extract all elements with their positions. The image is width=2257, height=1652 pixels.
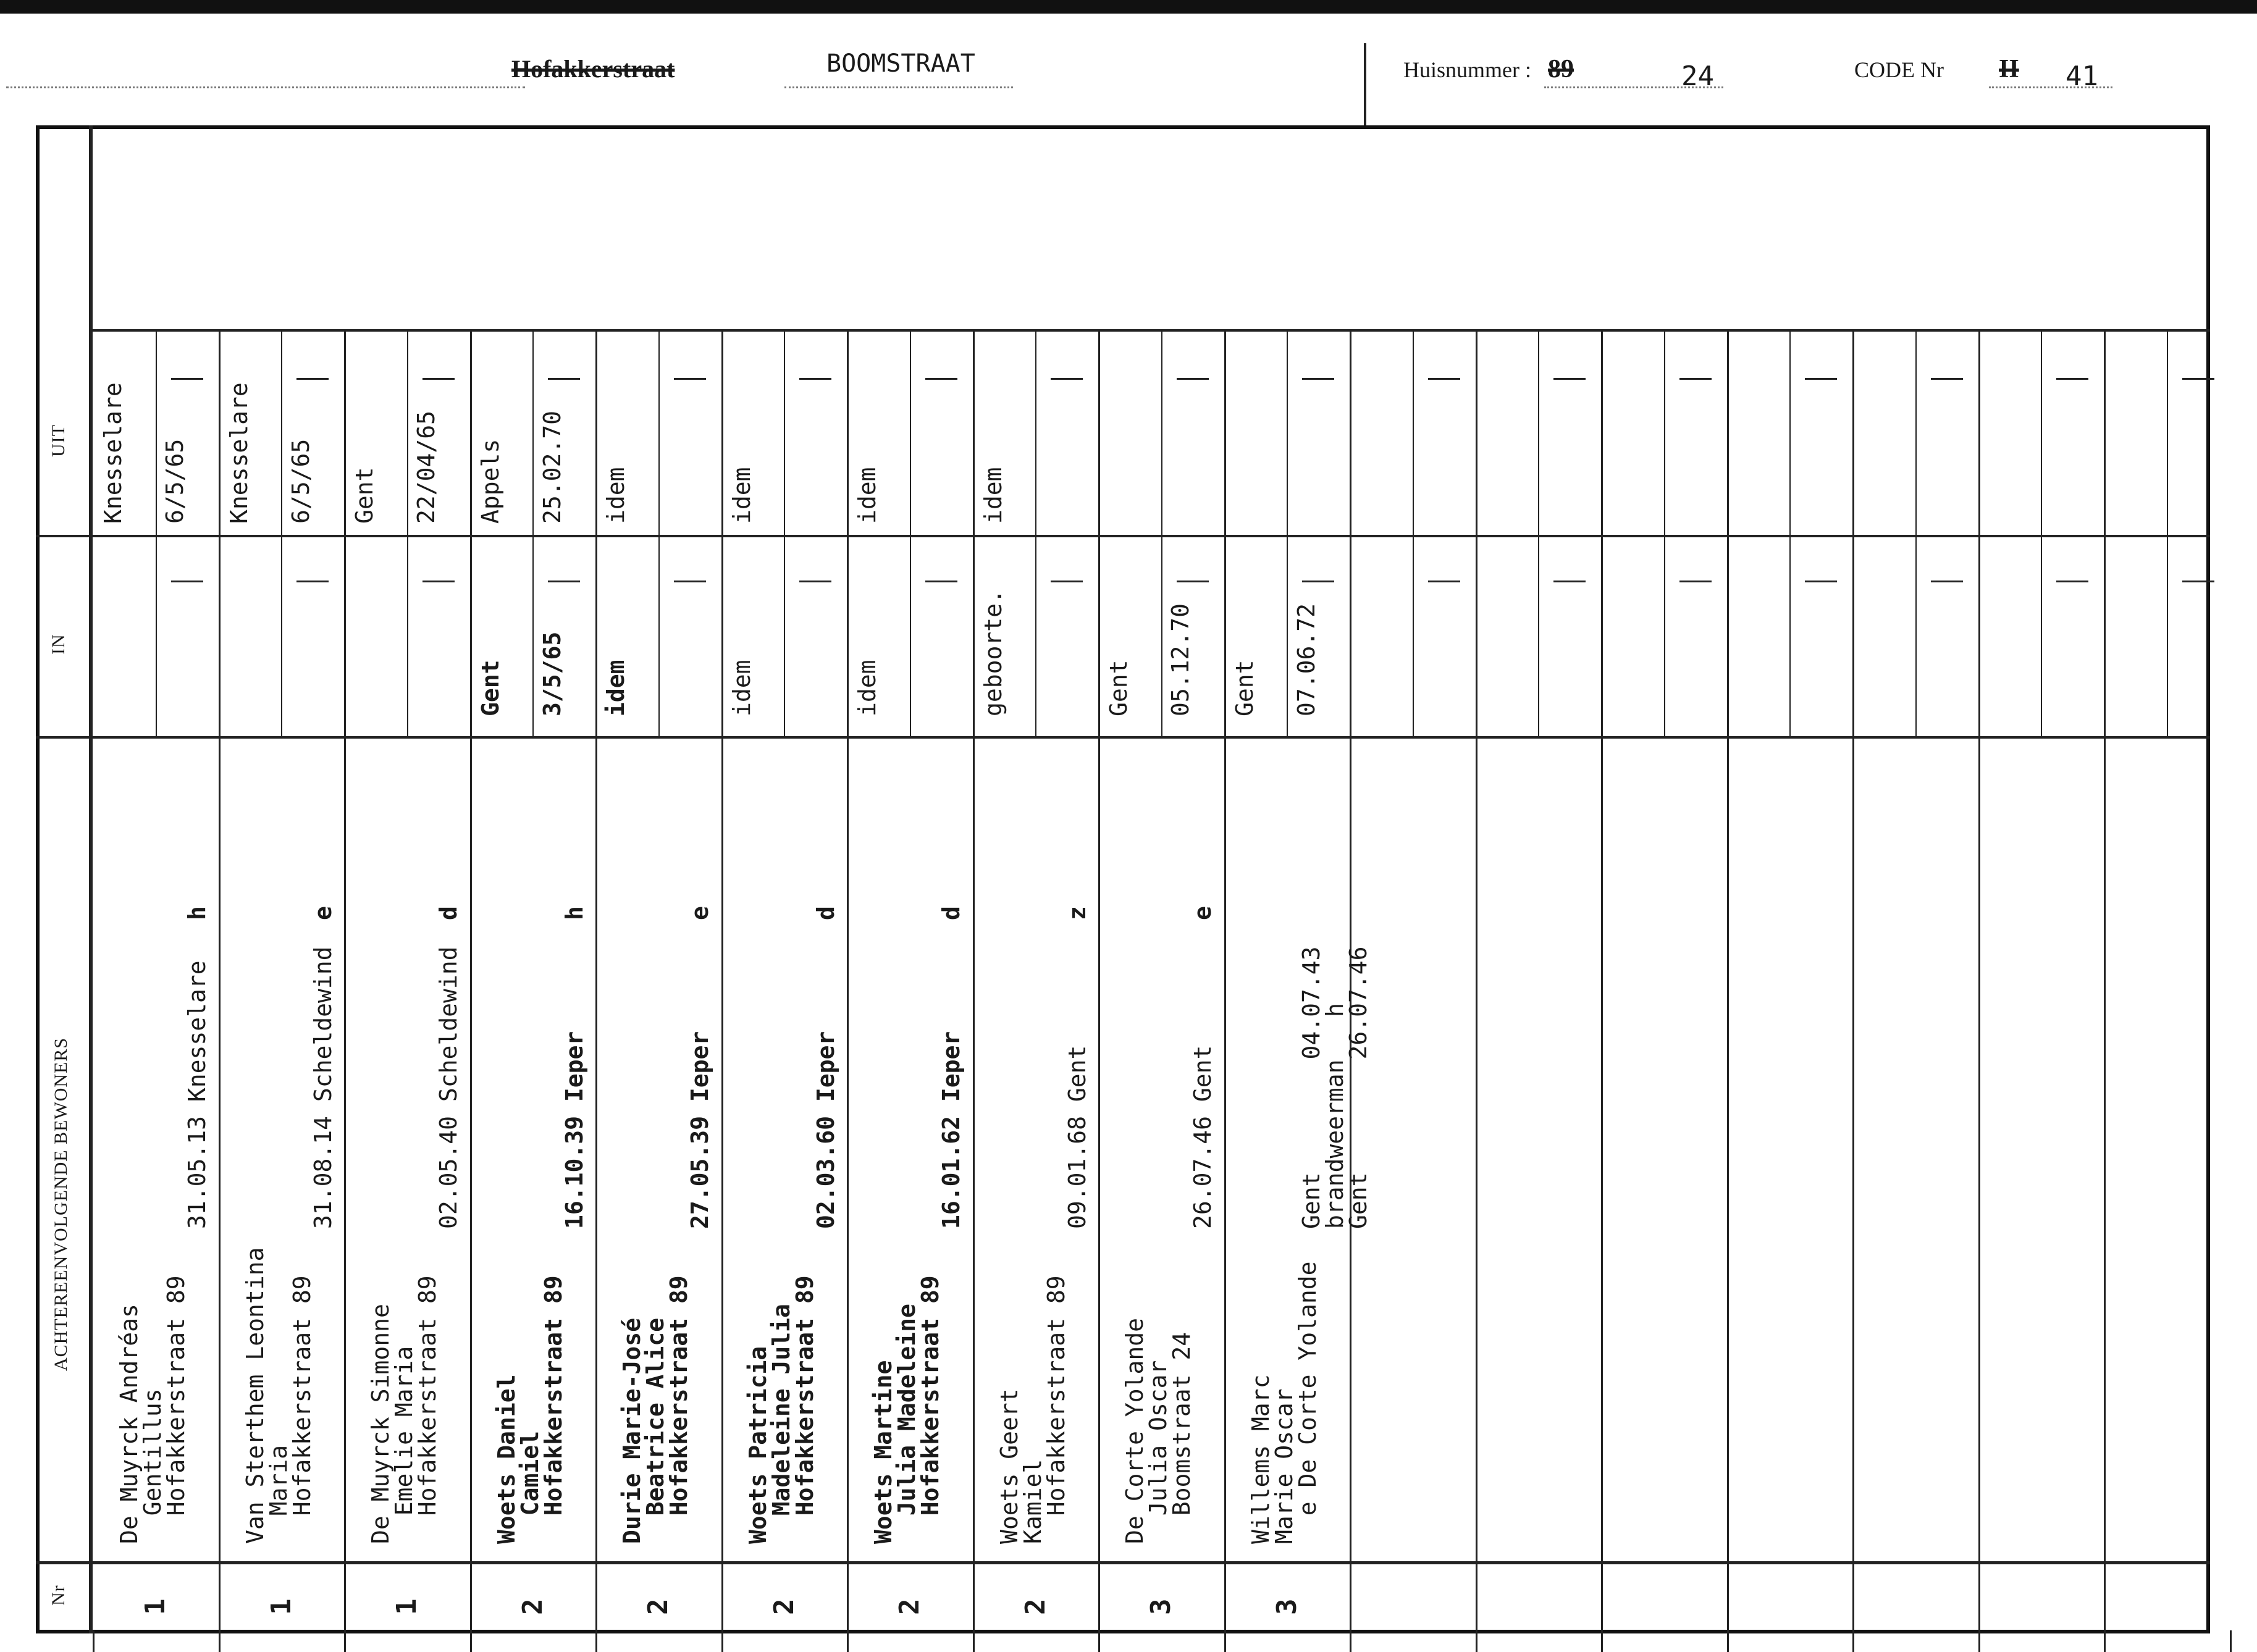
- in-place: geboorte.: [979, 589, 1007, 716]
- row-number: 1: [391, 1598, 422, 1615]
- in-place: Gent: [476, 660, 504, 716]
- bottom-tick: [1098, 1630, 1100, 1652]
- bottom-tick: [470, 1630, 472, 1652]
- column-divider: [1978, 332, 1980, 1632]
- uit-in-divider: [36, 535, 2210, 537]
- column-divider: [470, 332, 472, 1632]
- column-divider: [1727, 332, 1729, 1632]
- empty-cell-dash: [422, 378, 455, 380]
- empty-cell-dash: [799, 581, 831, 582]
- resident-name: Willems Marc Marie Oscar e De Corte Yolande: [1246, 1261, 1321, 1544]
- birth-info: 02.05.40 Scheldewind: [435, 946, 462, 1229]
- column-divider: [1601, 332, 1603, 1632]
- in-place: idem: [728, 660, 755, 716]
- resident-name: Woets Geert Kamiel Hofakkerstraat 89: [995, 1275, 1070, 1544]
- column-divider: [2104, 332, 2106, 1632]
- empty-cell-dash: [1302, 378, 1334, 380]
- dotted-leader: [1989, 86, 2112, 88]
- empty-cell-dash: [799, 378, 831, 380]
- subcolumn-divider: [281, 332, 282, 736]
- empty-cell-dash: [296, 581, 329, 582]
- empty-cell-dash: [1553, 581, 1586, 582]
- column-divider: [1852, 332, 1854, 1632]
- birth-info: 31.08.14 Scheldewind: [309, 946, 337, 1229]
- household-code: d: [812, 906, 839, 920]
- bottom-tick: [2104, 1630, 2106, 1652]
- in-column-title: IN: [48, 634, 69, 655]
- empty-cell-dash: [296, 378, 329, 380]
- in-date: 05.12.70: [1167, 603, 1194, 716]
- empty-cell-dash: [1051, 581, 1083, 582]
- bottom-tick: [1978, 1630, 1980, 1652]
- empty-cell-dash: [925, 378, 957, 380]
- empty-cell-dash: [674, 378, 706, 380]
- birth-info: 26.07.46 Gent: [1189, 1045, 1216, 1229]
- empty-cell-dash: [925, 581, 957, 582]
- huisnummer-label: Huisnummer :: [1403, 57, 1531, 82]
- column-divider: [847, 332, 849, 1632]
- street-name-struck: Hofakkerstraat: [511, 55, 675, 83]
- uit-place: idem: [854, 467, 881, 524]
- empty-cell-dash: [171, 581, 203, 582]
- subcolumn-divider: [1287, 332, 1288, 736]
- in-place: idem: [854, 660, 881, 716]
- bewoners-nr-divider: [36, 1561, 2210, 1564]
- subcolumn-divider: [784, 332, 785, 736]
- in-place: Gent: [1105, 660, 1132, 716]
- bottom-tick: [1350, 1630, 1351, 1652]
- column-divider: [1098, 332, 1100, 1632]
- birth-info: 02.03.60 Ieper: [812, 1031, 839, 1229]
- row-number: 1: [265, 1598, 297, 1615]
- uit-date: 6/5/65: [161, 438, 188, 524]
- bottom-tick: [93, 1630, 95, 1652]
- birth-info: 16.10.39 Ieper: [560, 1031, 588, 1229]
- uit-place: idem: [602, 467, 629, 524]
- uit-place: Appels: [476, 438, 504, 524]
- row-number: 2: [768, 1598, 800, 1615]
- street-name: BOOMSTRAAT: [826, 49, 975, 78]
- household-code: e: [1189, 906, 1216, 920]
- row-number: 3: [1145, 1598, 1177, 1615]
- bottom-ticks: [0, 1630, 2257, 1652]
- household-code: h: [560, 906, 588, 920]
- column-divider: [1476, 332, 1477, 1632]
- column-divider: [721, 332, 723, 1632]
- column-divider: [1224, 332, 1226, 1632]
- resident-name: De Corte Yolande Julia Oscar Boomstraat 24: [1121, 1317, 1195, 1544]
- empty-cell-dash: [548, 581, 580, 582]
- empty-cell-dash: [1428, 378, 1460, 380]
- row-number: 2: [516, 1598, 548, 1615]
- uit-date: 25.02.70: [538, 410, 566, 524]
- subcolumn-divider: [2041, 332, 2042, 736]
- subcolumn-divider: [1035, 332, 1036, 736]
- resident-name: Van Sterthem Leontina Maria Hofakkerstraat 89: [241, 1247, 316, 1544]
- uit-column-title: UIT: [48, 424, 69, 457]
- bottom-tick: [1476, 1630, 1477, 1652]
- nr-column-title: Nr: [48, 1585, 69, 1606]
- row-number: 2: [642, 1598, 674, 1615]
- empty-cell-dash: [1931, 581, 1963, 582]
- uit-place: idem: [728, 467, 755, 524]
- in-date: 07.06.72: [1292, 603, 1320, 716]
- code-label: CODE Nr: [1854, 57, 1944, 82]
- dotted-leader: [784, 86, 1013, 88]
- bottom-tick: [1852, 1630, 1854, 1652]
- resident-name: Durie Marie-José Beatrice Alice Hofakkerstraat 89: [618, 1275, 692, 1544]
- in-date: 3/5/65: [538, 631, 566, 716]
- bottom-tick: [219, 1630, 221, 1652]
- empty-cell-dash: [1428, 581, 1460, 582]
- subcolumn-divider: [1413, 332, 1414, 736]
- birth-info: 27.05.39 Ieper: [686, 1031, 713, 1229]
- birth-info: 31.05.13 Knesselare: [183, 960, 211, 1229]
- empty-cell-dash: [1177, 581, 1209, 582]
- resident-name: Woets Daniel Camiel Hofakkerstraat 89: [492, 1275, 567, 1544]
- row-number: 2: [1019, 1598, 1051, 1615]
- huisnummer-struck: 89: [1548, 55, 1574, 83]
- subcolumn-divider: [1915, 332, 1917, 736]
- uit-place: idem: [979, 467, 1007, 524]
- row-number: 3: [1271, 1598, 1303, 1615]
- subcolumn-divider: [1161, 332, 1162, 736]
- empty-cell-dash: [171, 378, 203, 380]
- column-divider: [219, 332, 221, 1632]
- household-code: e: [686, 906, 713, 920]
- code-struck: II: [1999, 55, 2019, 83]
- dotted-leader: [1544, 86, 1723, 88]
- empty-cell-dash: [1553, 378, 1586, 380]
- header-divider: [1364, 43, 1366, 127]
- bottom-tick: [1727, 1630, 1729, 1652]
- column-divider: [973, 332, 975, 1632]
- bewoners-column-title: ACHTEREENVOLGENDE BEWONERS: [51, 1037, 71, 1371]
- empty-cell-dash: [2182, 581, 2214, 582]
- uit-place: Gent: [351, 467, 378, 524]
- uit-place: Knesselare: [225, 382, 253, 524]
- bottom-tick: [595, 1630, 597, 1652]
- empty-cell-dash: [2056, 581, 2088, 582]
- label-column-divider: [89, 125, 93, 1633]
- uit-date: 6/5/65: [287, 438, 314, 524]
- empty-cell-dash: [1051, 378, 1083, 380]
- empty-cell-dash: [422, 581, 455, 582]
- in-place: Gent: [1230, 660, 1258, 716]
- in-place: idem: [602, 660, 629, 716]
- resident-name: Woets Patricia Madeleine Julia Hofakkerstraat 89: [744, 1275, 818, 1544]
- household-code: z: [1063, 906, 1091, 920]
- bottom-tick: [2230, 1630, 2232, 1652]
- row-number: 1: [140, 1598, 171, 1615]
- subcolumn-divider: [532, 332, 534, 736]
- bottom-tick: [1224, 1630, 1226, 1652]
- column-divider: [344, 332, 346, 1632]
- bottom-tick: [847, 1630, 849, 1652]
- empty-cell-dash: [1679, 378, 1712, 380]
- household-code: d: [435, 906, 462, 920]
- subcolumn-divider: [1789, 332, 1791, 736]
- birth-info: 09.01.68 Gent: [1063, 1045, 1091, 1229]
- resident-name: De Muyrck Simonne Emelie Maria Hofakkerstraat 89: [367, 1275, 441, 1544]
- dotted-leader: [6, 86, 525, 88]
- empty-cell-dash: [1177, 378, 1209, 380]
- household-code: d: [938, 906, 965, 920]
- empty-cell-dash: [2182, 378, 2214, 380]
- code-value: 41: [2066, 61, 2098, 92]
- form-header: [0, 0, 2257, 130]
- subcolumn-divider: [658, 332, 660, 736]
- bottom-tick: [973, 1630, 975, 1652]
- empty-cell-dash: [1679, 581, 1712, 582]
- empty-cell-dash: [1805, 378, 1837, 380]
- row-number: 2: [894, 1598, 925, 1615]
- bottom-tick: [1601, 1630, 1603, 1652]
- empty-cell-dash: [1302, 581, 1334, 582]
- bottom-tick: [344, 1630, 346, 1652]
- subcolumn-divider: [156, 332, 157, 736]
- resident-name: Woets Martine Julia Madeleine Hofakkerstraat 89: [870, 1275, 944, 1544]
- empty-cell-dash: [1931, 378, 1963, 380]
- column-divider: [595, 332, 597, 1632]
- empty-cell-dash: [674, 581, 706, 582]
- uit-place: Knesselare: [99, 382, 127, 524]
- empty-cell-dash: [2056, 378, 2088, 380]
- birth-info: 16.01.62 Ieper: [938, 1031, 965, 1229]
- bottom-tick: [721, 1630, 723, 1652]
- subcolumn-divider: [1664, 332, 1665, 736]
- in-bewoners-divider: [36, 736, 2210, 739]
- household-code: e: [309, 906, 337, 920]
- household-code: h: [183, 906, 211, 920]
- subcolumn-divider: [1538, 332, 1539, 736]
- huisnummer-value: 24: [1681, 61, 1714, 92]
- subcolumn-divider: [407, 332, 408, 736]
- uit-date: 22/04/65: [413, 410, 440, 524]
- empty-cell-dash: [548, 378, 580, 380]
- subcolumn-divider: [910, 332, 911, 736]
- subcolumn-divider: [2167, 332, 2168, 736]
- empty-cell-dash: [1805, 581, 1837, 582]
- birth-info: Gent 04.07.43 brandweerman h Gent 26.07.46: [1297, 946, 1372, 1229]
- resident-name: De Muyrck Andréas Gentillus Hofakkerstraat 89: [116, 1275, 190, 1544]
